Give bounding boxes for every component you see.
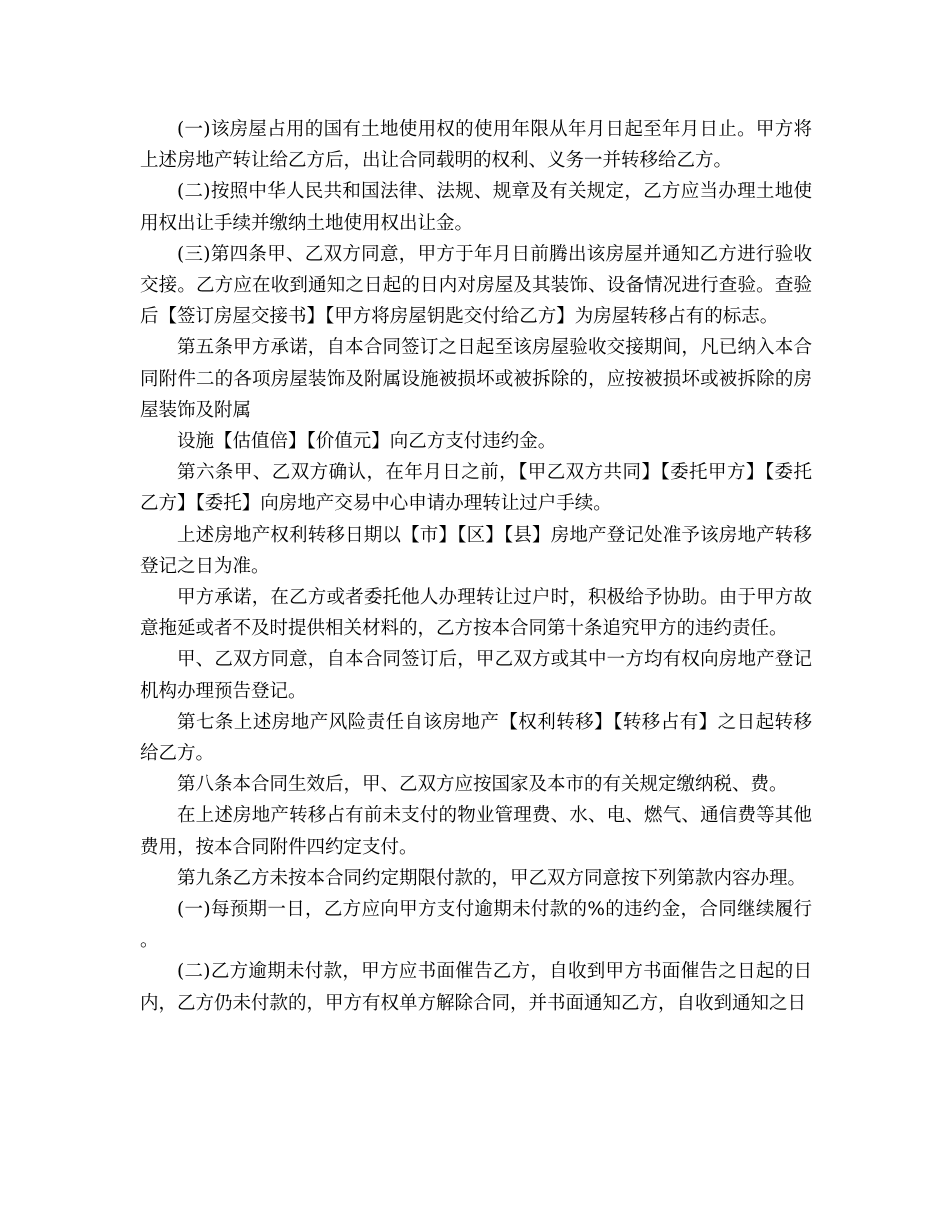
paragraph-transfer-date: 上述房地产权利转移日期以【市】【区】【县】房地产登记处准予该房地产转移登记之日为准。 <box>140 524 812 577</box>
paragraph-article-5-promise: 第五条甲方承诺，自本合同签订之日起至该房屋验收交接期间，凡已纳入本合同附件二的各项房屋装饰及附属设施被损坏或被拆除的，应按被损坏或被拆除的房屋装饰及附属 <box>140 337 812 421</box>
paragraph-article-9-late-payment: 第九条乙方未按本合同约定期限付款的，甲乙双方同意按下列第款内容办理。 <box>177 867 807 889</box>
paragraph-article-8-taxes: 第八条本合同生效后，甲、乙双方应按国家及本市的有关规定缴纳税、费。 <box>177 774 788 796</box>
paragraph-other-fees: 在上述房地产转移占有前未支付的物业管理费、水、电、燃气、通信费等其他费用，按本合同附件四约定支付。 <box>140 805 812 858</box>
paragraph-seller-assistance: 甲方承诺，在乙方或者委托他人办理转让过户时，积极给予协助。由于甲方故意拖延或者不及时提供相关材料的，乙方按本合同第十条追究甲方的违约责任。 <box>140 587 812 640</box>
document-body <box>140 114 812 1019</box>
paragraph-advance-registration: 甲、乙双方同意，自本合同签订后，甲乙双方或其中一方均有权向房地产登记机构办理预告登记。 <box>140 649 812 702</box>
paragraph-article-5-penalty: 设施【估值倍】【价值元】向乙方支付违约金。 <box>177 431 557 453</box>
paragraph-land-use-term: (一)该房屋占用的国有土地使用权的使用年限从年月日起至年月日止。甲方将上述房地产转让给乙方后，出让合同载明的权利、义务一并转移给乙方。 <box>140 119 812 172</box>
paragraph-article-4-handover: (三)第四条甲、乙双方同意，甲方于年月日前腾出该房屋并通知乙方进行验收交接。乙方应在收到通知之日起的日内对房屋及其装饰、设备情况进行查验。查验后【签订房屋交接书】【甲方将房屋钥匙交付给乙方】为房屋转移占有的标志。 <box>140 243 812 328</box>
paragraph-termination: (二)乙方逾期未付款，甲方应书面催告乙方，自收到甲方书面催告之日起的日内，乙方仍未付款的，甲方有权单方解除合同，并书面通知乙方，自收到通知之日 <box>140 961 812 1014</box>
paragraph-land-use-procedures: (二)按照中华人民共和国法律、法规、规章及有关规定，乙方应当办理土地使用权出让手续并缴纳土地使用权出让金。 <box>140 181 812 234</box>
paragraph-late-penalty: (一)每预期一日，乙方应向甲方支付逾期未付款的%的违约金，合同继续履行。 <box>140 899 812 952</box>
paragraph-article-7-risk: 第七条上述房地产风险责任自该房地产【权利转移】【转移占有】之日起转移给乙方。 <box>140 711 812 765</box>
paragraph-article-6-transfer: 第六条甲、乙双方确认，在年月日之前，【甲乙双方共同】【委托甲方】【委托乙方】【委托】向房地产交易中心申请办理转让过户手续。 <box>140 462 812 515</box>
